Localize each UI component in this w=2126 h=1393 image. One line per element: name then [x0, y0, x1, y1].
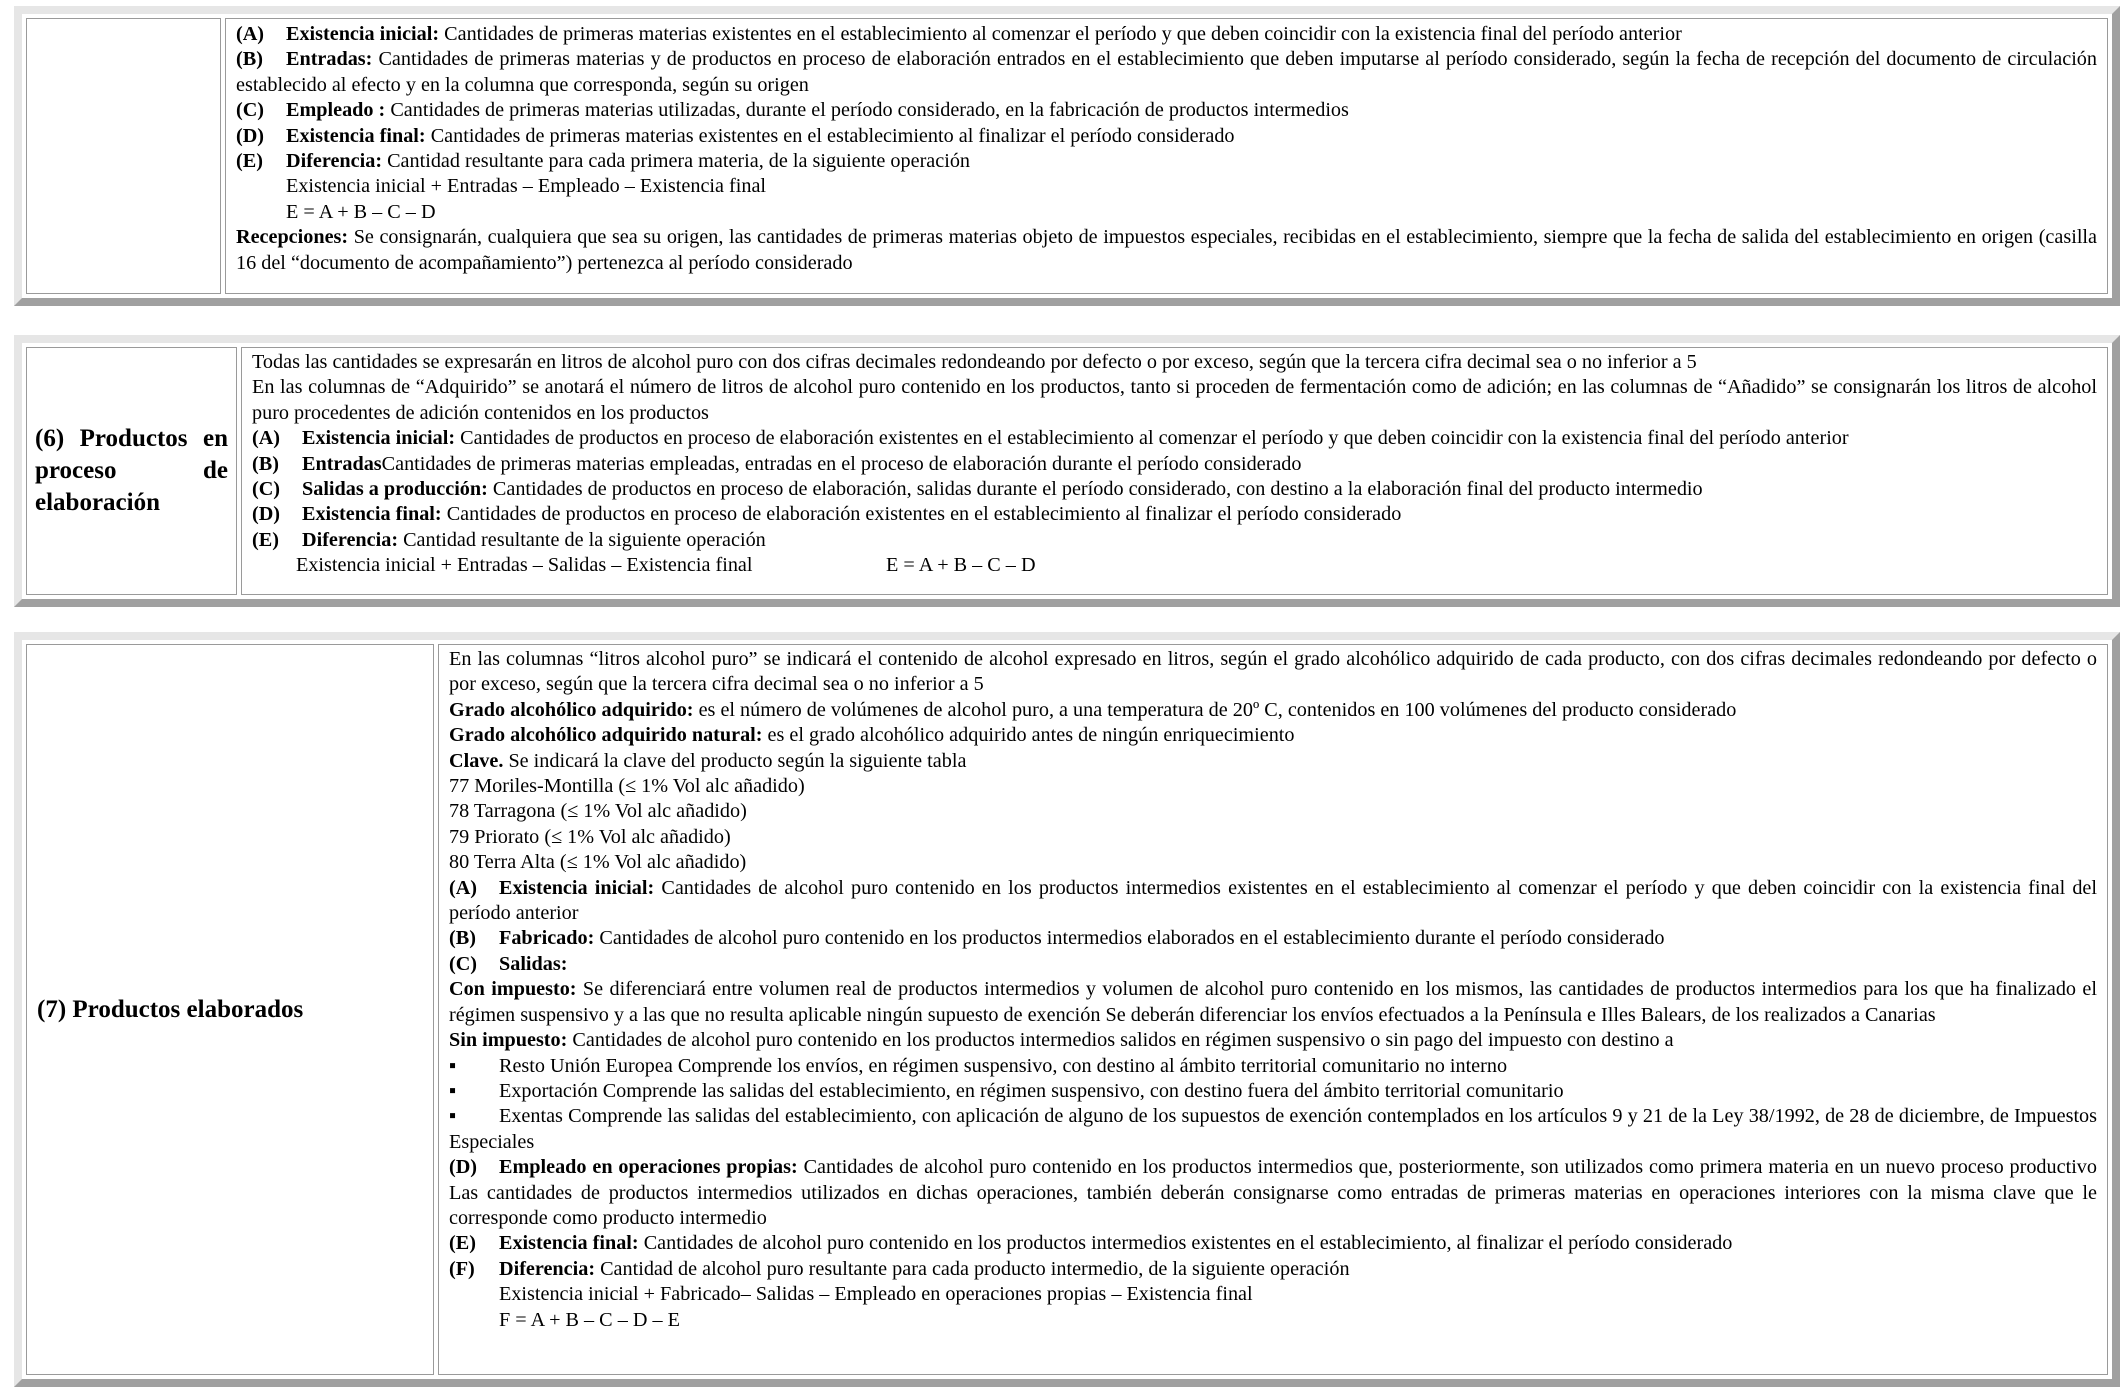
- section-7-label: (7) Productos elaborados: [26, 644, 434, 1375]
- section-6-text: [241, 347, 2108, 595]
- section-5-item-c: (C) Empleado : Cantidades de primeras materias utilizadas, durante el período considerado, en la fabricación de productos intermedios: [236, 99, 1349, 122]
- section-7-item-a: (A) Existencia inicial: Cantidades de alcohol puro contenido en los productos intermedios existentes en el establecimiento al comenzar el período y que deben coincidir con la existencia final del período anterior: [449, 876, 2097, 925]
- bullet-icon: ▪: [449, 1079, 457, 1102]
- section-6-item-c: (C) Salidas a producción: Cantidades de productos en proceso de elaboración, salidas durante el período considerado, con destino a la elaboración final del producto intermedio: [252, 478, 1703, 501]
- section-7-item-c: (C) Salidas:: [449, 952, 568, 975]
- section-6-item-e: (E) Diferencia: Cantidad resultante de la siguiente operación: [252, 528, 766, 551]
- section-6-intro-2: En las columnas de “Adquirido” se anotará el número de litros de alcohol puro contenido en los productos, tanto si proceden de fermentación como de adición; en las columnas de “Añadido” se consignarán los litros de alcohol puro procedentes de adición contenidos en los productos: [252, 376, 2097, 424]
- section-5-item-e: (E) Diferencia: Cantidad resultante para cada primera materia, de la siguiente operación: [236, 150, 971, 173]
- section-7-table: [22, 640, 2112, 1379]
- bullet-icon: ▪: [449, 1054, 457, 1077]
- section-7-text: [438, 644, 2108, 1375]
- section-7-grado: Grado alcohólico adquirido: es el número de volúmenes de alcohol puro, a una temperatura de 20º C, contenidos en 100 volúmenes del producto considerado: [449, 698, 1737, 721]
- section-7-bullet-export: ▪ Exportación Comprende las salidas del establecimiento, en régimen suspensivo, con destino fuera del ámbito territorial comunitario: [449, 1079, 2097, 1104]
- section-7-item-b: (B) Fabricado: Cantidades de alcohol puro contenido en los productos intermedios elaborados en el establecimiento durante el período considerado: [449, 927, 1665, 950]
- section-7-formula-1: Existencia inicial + Fabricado– Salidas – Empleado en operaciones propias – Existencia final: [499, 1283, 1253, 1306]
- section-7-bullet-exentas: ▪ Exentas Comprende las salidas del establecimiento, con aplicación de alguno de los supuestos de exención contemplados en los artículos 9 y 21 de la Ley 38/1992, de 28 de diciembre, de Impuestos Especiales: [449, 1105, 2097, 1153]
- section-7-formula-2: F = A + B – C – D – E: [499, 1308, 680, 1331]
- section-6-formula-eq: E = A + B – C – D: [886, 554, 1036, 577]
- section-6-label: (6) Productos en proceso de elaboración: [26, 347, 237, 595]
- section-6-formula-text: Existencia inicial + Entradas – Salidas – Existencia final: [296, 554, 753, 577]
- section-6-item-b: (B) EntradasCantidades de primeras materias empleadas, entradas en el proceso de elaboración durante el período considerado: [252, 452, 1302, 475]
- section-6-panel: [14, 335, 2120, 607]
- section-6-item-d: (D) Existencia final: Cantidades de productos en proceso de elaboración existentes en el establecimiento al finalizar el período considerado: [252, 503, 1402, 526]
- section-5-formula-1: Existencia inicial + Entradas – Empleado – Existencia final: [286, 175, 767, 198]
- section-7-clave: Clave. Se indicará la clave del producto según la siguiente tabla: [449, 749, 967, 772]
- section-5-panel: [14, 6, 2120, 306]
- section-7-item-f: (F) Diferencia: Cantidad de alcohol puro resultante para cada producto intermedio, de la siguiente operación: [449, 1257, 1350, 1280]
- section-7-clave-78: 78 Tarragona (≤ 1% Vol alc añadido): [449, 800, 747, 823]
- section-7-grado-natural: Grado alcohólico adquirido natural: es el grado alcohólico adquirido antes de ningún enriquecimiento: [449, 724, 1295, 747]
- section-5-item-a: (A) Existencia inicial: Cantidades de primeras materias existentes en el establecimiento al comenzar el período y que deben coincidir con la existencia final del período anterior: [236, 23, 1682, 45]
- section-7-bullet-ue: ▪ Resto Unión Europea Comprende los envíos, en régimen suspensivo, con destino al ámbito territorial comunitario no interno: [449, 1054, 2097, 1079]
- section-5-formula-2: E = A + B – C – D: [286, 200, 436, 223]
- section-7-intro: En las columnas “litros alcohol puro” se indicará el contenido de alcohol expresado en litros, según el grado alcohólico adquirido de cada producto, con dos cifras decimales redondeando por defecto o por exceso, según que la tercera cifra decimal sea o no inferior a 5: [449, 648, 2097, 696]
- section-5-text: [225, 18, 2108, 294]
- section-5-item-b: (B) Entradas: Cantidades de primeras materias y de productos en proceso de elaboración entrados en el establecimiento que deben imputarse al período considerado, según la fecha de recepción del documento de circulación establecido al efecto y en la columna que corresponda, según su origen: [236, 48, 2097, 96]
- section-6-table: [22, 343, 2112, 599]
- section-5-recepciones: Recepciones: Se consignarán, cualquiera que sea su origen, las cantidades de primeras materias objeto de impuestos especiales, recibidas en el establecimiento, siempre que la fecha de salida del establecimiento en origen (casilla 16 del “documento de acompañamiento”) pertenezca al período considerado: [236, 226, 2097, 274]
- section-7-con-impuesto: Con impuesto: Se diferenciará entre volumen real de productos intermedios y volumen de alcohol puro contenido en los mismos, las cantidades de productos intermedios para los que ha finalizado el régimen suspensivo y a las que no resulta aplicable ningún supuesto de exención Se deberán diferenciar los envíos efectuados a la Península e Illes Balears, de los realizados a Canarias: [449, 978, 2097, 1026]
- bullet-icon: ▪: [449, 1105, 457, 1128]
- section-5-table: [22, 14, 2112, 298]
- section-7-clave-77: 77 Moriles-Montilla (≤ 1% Vol alc añadido): [449, 775, 805, 798]
- section-5-label: [26, 18, 221, 294]
- section-7-clave-79: 79 Priorato (≤ 1% Vol alc añadido): [449, 825, 731, 848]
- section-7-panel: [14, 632, 2120, 1387]
- section-6-intro-1: Todas las cantidades se expresarán en litros de alcohol puro con dos cifras decimales redondeando por defecto o por exceso, según que la tercera cifra decimal sea o no inferior a 5: [252, 351, 1697, 373]
- section-5-item-d: (D) Existencia final: Cantidades de primeras materias existentes en el establecimiento al finalizar el período considerado: [236, 124, 1235, 147]
- section-7-clave-80: 80 Terra Alta (≤ 1% Vol alc añadido): [449, 851, 747, 874]
- section-7-item-e: (E) Existencia final: Cantidades de alcohol puro contenido en los productos intermedios existentes en el establecimiento, al finalizar el período considerado: [449, 1232, 1733, 1255]
- section-7-sin-impuesto: Sin impuesto: Cantidades de alcohol puro contenido en los productos intermedios salidos en régimen suspensivo o sin pago del impuesto con destino a: [449, 1029, 1674, 1052]
- section-7-item-d: (D) Empleado en operaciones propias: Cantidades de alcohol puro contenido en los productos intermedios que, posteriormente, son utilizados como primera materia en un nuevo proceso productivo Las cantidades de productos intermedios utilizados en dichas operaciones, también deberán consignarse como entradas de primeras materias en operaciones interiores con la misma clave que le corresponde como producto intermedio: [449, 1156, 2097, 1229]
- section-6-item-a: (A) Existencia inicial: Cantidades de productos en proceso de elaboración existentes en el establecimiento al comenzar el período y que deben coincidir con la existencia final del período anterior: [252, 427, 1849, 450]
- section-6-formula: [252, 553, 2097, 578]
